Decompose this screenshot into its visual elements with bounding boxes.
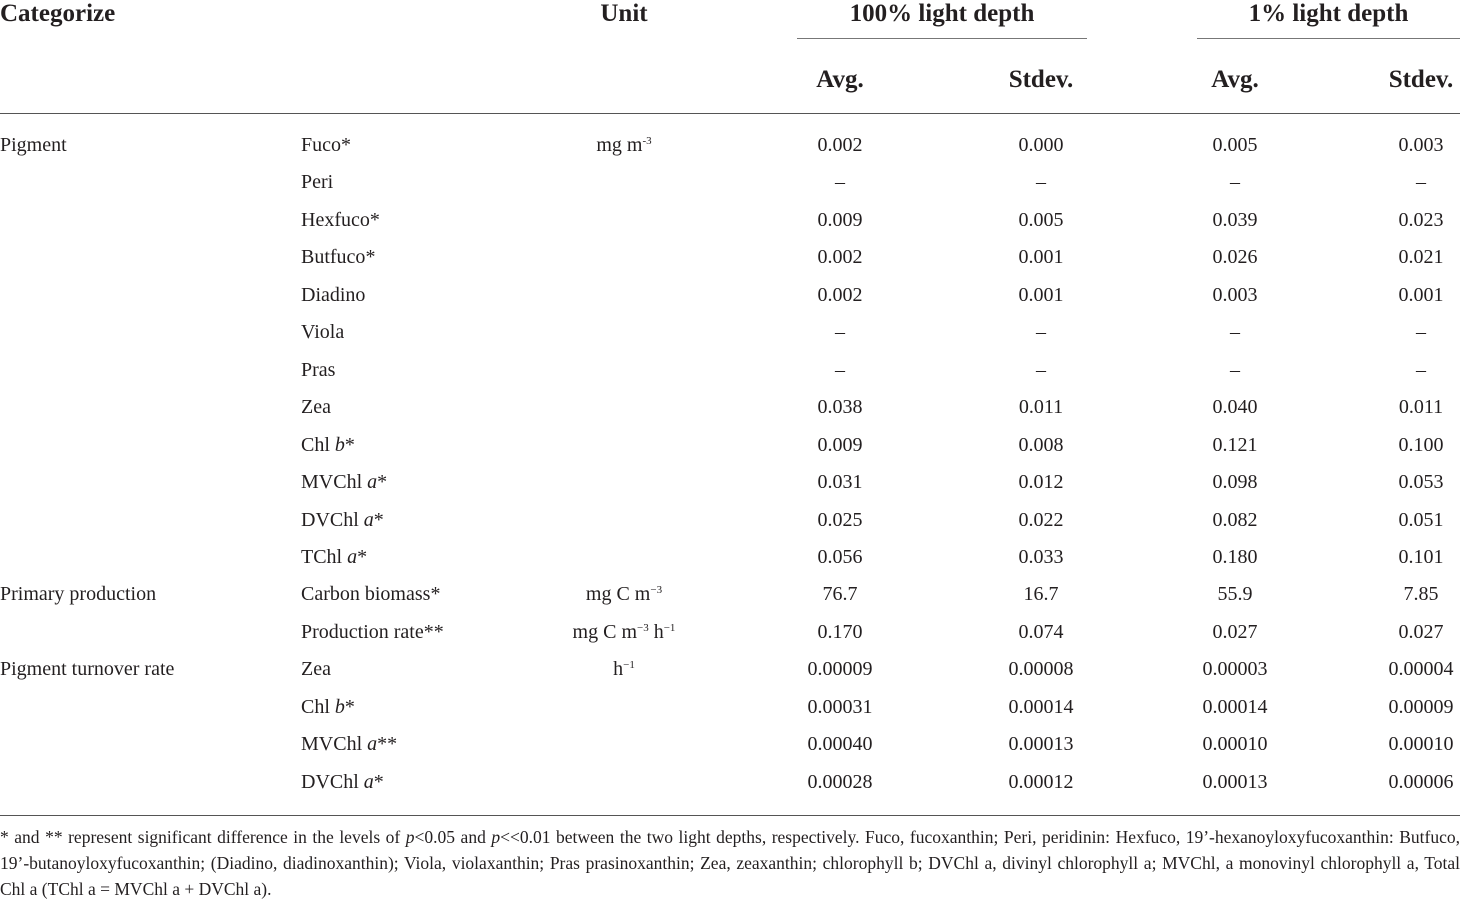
value-stdev-100: 0.001 <box>1018 283 1064 306</box>
header-stdev-1: Stdev. <box>1388 66 1454 93</box>
parameter-name: Zea <box>301 658 331 681</box>
significance-mark: ** <box>423 620 444 643</box>
header-categorize: Categorize <box>0 0 116 27</box>
row-category: Pigment turnover rate <box>0 658 175 681</box>
parameter-italic: a <box>367 471 378 494</box>
row-unit <box>500 620 748 644</box>
value-avg-1: 0.005 <box>1212 134 1258 156</box>
value-stdev-1: – <box>1416 321 1426 344</box>
parameter-italic: a <box>363 770 374 793</box>
value-avg-1: – <box>1230 321 1240 344</box>
group-1-underline <box>1197 38 1460 39</box>
value-stdev-100: 0.011 <box>1018 396 1064 419</box>
header-avg-1: Avg. <box>1211 66 1259 93</box>
row-unit <box>500 657 748 681</box>
value-stdev-1: 0.00004 <box>1388 658 1454 681</box>
row-parameter <box>301 620 444 644</box>
value-avg-1: 0.040 <box>1212 396 1258 419</box>
significance-mark: * <box>373 508 384 531</box>
footnote-text-3: <<0.01 between the two light depths, respectively. Fuco, fucoxanthin; Peri, peridinin: Hexfuco, 19’-hexanoyloxyfucoxanthin: Butfuco, 19’-butanoyloxyfucoxanthin; (Diadino, diadinoxanthin); Viola, violaxanthin; Pras prasinoxanthin; Zea, zeaxanthin; chlorophyll b; DVChl a, divinyl chlorophyll a; MVChl, a monovinyl chlorophyll a, Total Chl a (TChl a = MVChl a + DVChl a). <box>0 827 1460 899</box>
value-avg-100: 0.009 <box>817 433 863 456</box>
footnote-text-2: <0.05 and <box>414 827 492 847</box>
value-avg-100: 76.7 <box>822 583 858 606</box>
value-avg-100: 0.056 <box>817 545 863 568</box>
parameter-italic: a <box>347 545 358 568</box>
value-avg-1: 0.027 <box>1212 620 1258 643</box>
significance-mark: * <box>377 471 388 494</box>
parameter-name: Diadino <box>301 283 366 306</box>
unit-exponent: -3 <box>642 135 652 147</box>
value-stdev-1: 0.00010 <box>1388 733 1454 756</box>
value-stdev-100: 0.022 <box>1018 508 1064 531</box>
value-stdev-1: 0.053 <box>1398 471 1444 494</box>
value-avg-100: 0.170 <box>817 620 863 643</box>
unit-tail: h <box>648 620 664 643</box>
footnote-p-symbol-2: p <box>491 827 501 847</box>
parameter-name: MVChl <box>301 471 368 494</box>
value-avg-100: 0.00031 <box>807 695 873 718</box>
value-avg-100: 0.002 <box>817 283 863 306</box>
row-unit <box>500 582 748 606</box>
row-parameter <box>301 208 380 232</box>
value-avg-1: 0.00014 <box>1202 695 1268 718</box>
value-avg-1: – <box>1230 171 1240 194</box>
row-parameter <box>301 395 331 419</box>
significance-mark: ** <box>377 733 398 756</box>
value-stdev-1: 0.003 <box>1398 134 1444 156</box>
group-100-underline <box>797 38 1087 39</box>
parameter-name: TChl <box>301 545 348 568</box>
significance-mark: * <box>369 208 380 231</box>
value-avg-100: 0.031 <box>817 471 863 494</box>
value-avg-1: 0.003 <box>1212 283 1258 306</box>
table-bottom-rule <box>0 815 1460 816</box>
unit-exponent: −3 <box>650 584 663 597</box>
unit-base: h <box>613 658 624 681</box>
parameter-name: Viola <box>301 321 345 344</box>
significance-mark: * <box>344 433 355 456</box>
significance-mark: * <box>373 770 384 793</box>
value-avg-1: 0.00003 <box>1202 658 1268 681</box>
value-avg-1: 0.00013 <box>1202 770 1268 793</box>
parameter-italic: b <box>334 695 345 718</box>
footnote-p-symbol-1: p <box>405 827 415 847</box>
value-stdev-1: 0.051 <box>1398 508 1444 531</box>
parameter-italic: a <box>363 508 374 531</box>
significance-mark: * <box>365 246 376 269</box>
unit-base: mg C m <box>585 583 651 606</box>
parameter-name: Hexfuco <box>301 208 370 231</box>
value-avg-100: – <box>835 321 845 344</box>
value-stdev-1: 0.001 <box>1398 283 1444 306</box>
unit-base: mg m <box>596 134 643 156</box>
row-parameter <box>301 245 375 269</box>
parameter-name: Chl <box>301 433 335 456</box>
unit-base: mg C m <box>572 620 637 643</box>
parameter-name: Pras <box>301 358 336 381</box>
row-parameter <box>301 470 387 494</box>
value-stdev-100: 0.00013 <box>1008 733 1074 756</box>
row-unit <box>500 133 748 157</box>
value-avg-1: 55.9 <box>1217 583 1253 606</box>
value-avg-100: – <box>835 171 845 194</box>
value-avg-1: 0.00010 <box>1202 733 1268 756</box>
unit-exponent-2: −1 <box>663 621 676 634</box>
row-parameter <box>301 695 355 719</box>
value-avg-1: 0.180 <box>1212 545 1258 568</box>
header-bottom-rule <box>0 113 1460 114</box>
row-parameter <box>301 320 344 344</box>
value-stdev-100: 0.00008 <box>1008 658 1074 681</box>
value-stdev-1: 0.023 <box>1398 208 1444 231</box>
value-avg-100: 0.00028 <box>807 770 873 793</box>
value-avg-100: 0.025 <box>817 508 863 531</box>
unit-exponent: −1 <box>623 659 635 672</box>
value-stdev-1: 0.00009 <box>1388 695 1454 718</box>
value-stdev-1: 0.00006 <box>1388 770 1454 793</box>
header-stdev-100: Stdev. <box>1008 66 1074 93</box>
header-unit: Unit <box>600 0 648 27</box>
row-parameter <box>301 657 331 681</box>
value-avg-100: 0.00040 <box>807 733 873 756</box>
row-parameter <box>301 582 440 606</box>
value-stdev-100: 0.00012 <box>1008 770 1074 793</box>
value-stdev-100: 0.000 <box>1018 134 1064 156</box>
significance-mark: * <box>344 695 355 718</box>
parameter-name: DVChl <box>301 508 364 531</box>
parameter-name: Peri <box>301 171 334 194</box>
value-avg-100: 0.038 <box>817 396 863 419</box>
value-stdev-1: 0.101 <box>1398 545 1444 568</box>
value-stdev-100: 16.7 <box>1023 583 1059 606</box>
value-stdev-1: 0.011 <box>1398 396 1444 419</box>
row-parameter <box>301 732 397 756</box>
row-parameter <box>301 508 384 532</box>
value-avg-100: 0.002 <box>817 134 863 156</box>
value-avg-1: 0.121 <box>1212 433 1258 456</box>
parameter-name: Zea <box>301 396 331 419</box>
value-avg-1: 0.039 <box>1212 208 1258 231</box>
value-stdev-1: – <box>1416 171 1426 194</box>
row-parameter <box>301 770 384 794</box>
parameter-name: DVChl <box>301 770 364 793</box>
value-stdev-100: 0.005 <box>1018 208 1064 231</box>
value-avg-1: 0.098 <box>1212 471 1258 494</box>
row-category: Primary production <box>0 583 157 606</box>
parameter-name: Carbon biomass <box>301 583 431 606</box>
value-stdev-100: 0.00014 <box>1008 695 1074 718</box>
table-footnote <box>0 824 1460 902</box>
parameter-name: Butfuco <box>301 246 366 269</box>
value-stdev-1: – <box>1416 358 1426 381</box>
value-stdev-100: – <box>1036 321 1046 344</box>
value-stdev-100: – <box>1036 171 1046 194</box>
value-avg-1: 0.082 <box>1212 508 1258 531</box>
significance-mark: * <box>341 134 351 156</box>
value-stdev-100: 0.012 <box>1018 471 1064 494</box>
significance-mark: * <box>357 545 368 568</box>
parameter-name: Fuco <box>301 134 341 156</box>
row-parameter <box>301 358 335 382</box>
value-stdev-1: 0.021 <box>1398 246 1444 269</box>
value-stdev-1: 0.027 <box>1398 620 1444 643</box>
value-avg-100: 0.002 <box>817 246 863 269</box>
value-stdev-100: 0.001 <box>1018 246 1064 269</box>
value-avg-1: 0.026 <box>1212 246 1258 269</box>
row-parameter <box>301 545 367 569</box>
parameter-italic: a <box>367 733 378 756</box>
significance-mark: * <box>430 583 441 606</box>
row-parameter <box>301 283 365 307</box>
value-stdev-1: 0.100 <box>1398 433 1444 456</box>
value-stdev-100: 0.033 <box>1018 545 1064 568</box>
value-stdev-100: 0.074 <box>1018 620 1064 643</box>
parameter-name: Production rate <box>301 620 424 643</box>
header-avg-100: Avg. <box>816 66 864 93</box>
parameter-italic: b <box>334 433 345 456</box>
unit-exponent: −3 <box>637 621 649 634</box>
value-stdev-1: 7.85 <box>1403 583 1439 606</box>
header-group-100: 100% light depth <box>849 0 1035 27</box>
footnote-text-1: * and ** represent significant difference in the levels of <box>0 827 406 847</box>
value-stdev-100: 0.008 <box>1018 433 1064 456</box>
value-avg-100: – <box>835 358 845 381</box>
value-avg-100: 0.009 <box>817 208 863 231</box>
header-group-1: 1% light depth <box>1248 0 1409 27</box>
value-avg-1: – <box>1230 358 1240 381</box>
row-parameter <box>301 170 333 194</box>
value-stdev-100: – <box>1036 358 1046 381</box>
row-category: Pigment <box>0 134 67 156</box>
row-parameter <box>301 133 351 157</box>
parameter-name: MVChl <box>301 733 368 756</box>
row-parameter <box>301 433 355 457</box>
value-avg-100: 0.00009 <box>807 658 873 681</box>
parameter-name: Chl <box>301 695 335 718</box>
